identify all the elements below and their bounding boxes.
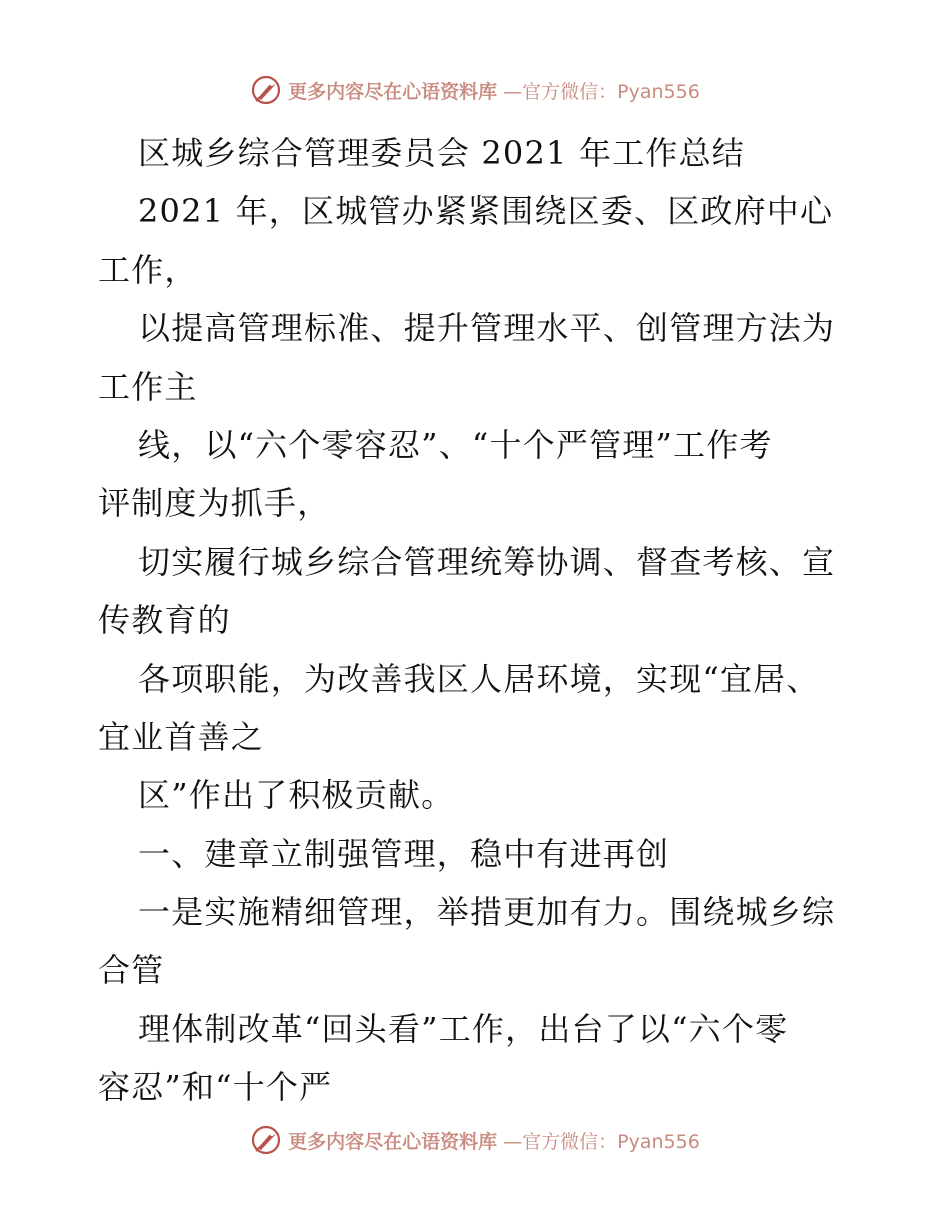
paragraph-line: 传教育的	[98, 601, 231, 640]
paragraph-line: 以提高管理标准、提升管理水平、创管理方法为	[138, 309, 836, 348]
promo-text: 更多内容尽在心语资料库	[288, 80, 498, 103]
paragraph-line: 区”作出了积极贡献。	[138, 776, 455, 815]
paragraph-line: 容忍”和“十个严	[98, 1068, 333, 1107]
footer-banner	[0, 1122, 950, 1158]
header-banner	[0, 72, 950, 108]
document-body	[98, 124, 858, 1117]
section-heading: 一、建章立制强管理，稳中有进再创	[138, 834, 670, 873]
paragraph-line: 线，以“六个零容忍”、“十个严管理”工作考	[138, 425, 773, 464]
paragraph-line: 切实履行城乡综合管理统筹协调、督查考核、宣	[138, 542, 836, 581]
wechat-text: —官方微信：Pyan556	[503, 80, 700, 103]
paragraph-line: 各项职能，为改善我区人居环境，实现“宜居、	[138, 659, 820, 698]
paragraph-line: 工作主	[98, 367, 198, 406]
quill-pen-logo-icon	[250, 74, 282, 106]
promo-text: 更多内容尽在心语资料库	[288, 1130, 498, 1153]
wechat-text: —官方微信：Pyan556	[503, 1130, 700, 1153]
paragraph-line: 理体制改革“回头看”工作，出台了以“六个零	[138, 1009, 789, 1048]
paragraph-line: 2021 年，区城管办紧紧围绕区委、区政府中心	[138, 192, 834, 231]
paragraph-line: 评制度为抓手，	[98, 484, 331, 523]
paragraph-line: 一是实施精细管理，举措更加有力。围绕城乡综	[138, 893, 836, 932]
paragraph-line: 工作，	[98, 250, 198, 289]
paragraph-line: 宜业首善之	[98, 717, 265, 756]
quill-pen-logo-icon	[250, 1124, 282, 1156]
paragraph-line: 合管	[98, 951, 165, 990]
document-title: 区城乡综合管理委员会 2021 年工作总结	[138, 134, 745, 172]
